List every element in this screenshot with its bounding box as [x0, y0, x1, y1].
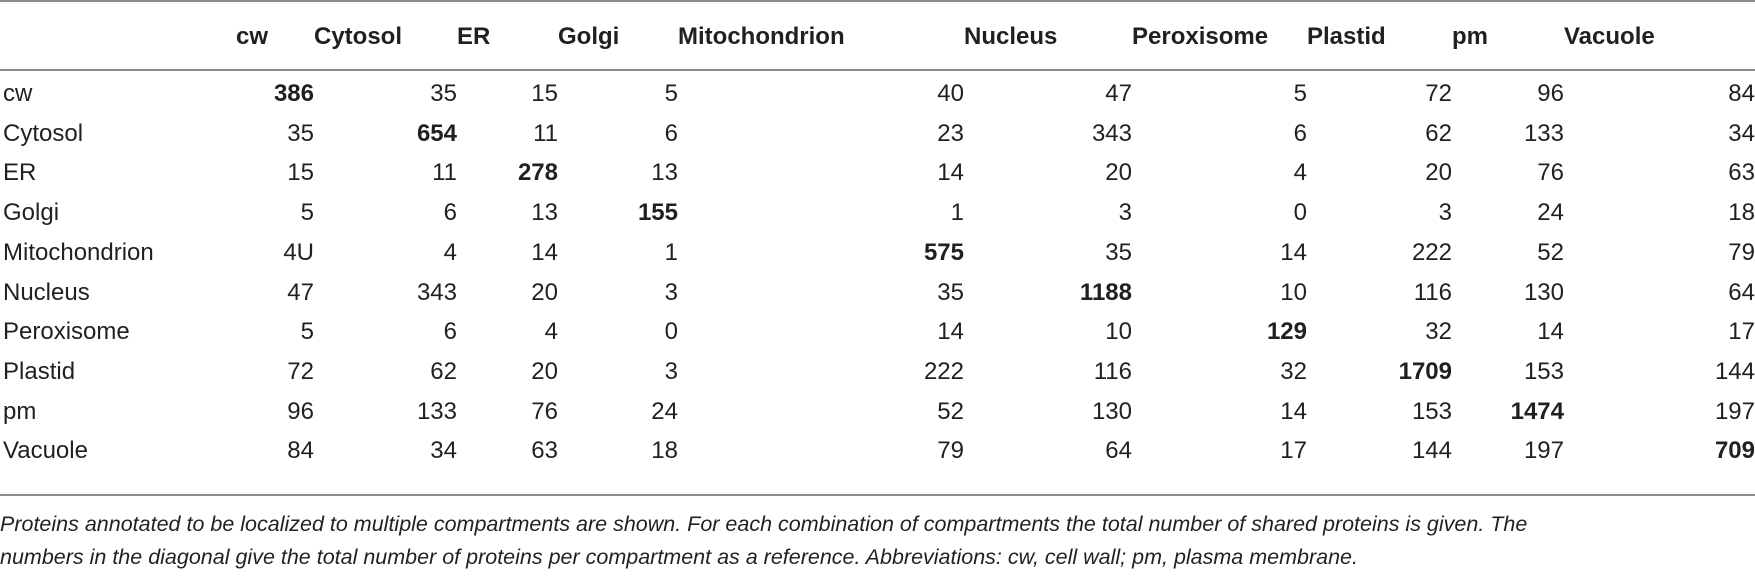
table-cell: 1	[664, 238, 678, 266]
table-cell: 144	[1411, 437, 1452, 465]
table-row	[0, 153, 1755, 193]
table-cell: 18	[1728, 199, 1755, 227]
row-label: Peroxisome	[3, 318, 130, 346]
diagonal-cell: 155	[637, 199, 678, 227]
row-label: Cytosol	[3, 119, 84, 147]
table-cell: 17	[1728, 318, 1755, 346]
table-cell: 20	[1425, 159, 1452, 187]
table-cell: 52	[937, 397, 964, 425]
table-cell: 40	[937, 80, 964, 107]
table-cell: 153	[1411, 397, 1452, 425]
table-cell: 133	[416, 397, 457, 425]
column-header-nucleus: Nucleus	[964, 23, 1058, 50]
table-cell: 84	[287, 437, 314, 465]
table-cell: 3	[1438, 199, 1452, 227]
column-header-plastid: Plastid	[1307, 23, 1386, 50]
table-cell: 0	[1293, 199, 1307, 227]
table-cell: 52	[1537, 238, 1564, 266]
table-cell: 1	[950, 199, 964, 227]
table-cell: 35	[287, 119, 314, 147]
table-cell: 47	[1105, 80, 1132, 107]
table-cell: 34	[1728, 119, 1755, 147]
table-row	[0, 431, 1755, 471]
table-cell: 84	[1728, 80, 1755, 107]
table-row	[0, 114, 1755, 154]
table-cell: 197	[1523, 437, 1564, 465]
table-row	[0, 70, 1755, 114]
table-cell: 14	[531, 238, 558, 266]
diagonal-cell: 709	[1714, 437, 1755, 465]
row-label: Vacuole	[3, 437, 88, 465]
table-cell: 116	[1093, 357, 1132, 385]
table-cell: 14	[1537, 318, 1564, 346]
table-cell: 20	[1105, 159, 1132, 187]
caption-line-1: Proteins annotated to be localized to multiple compartments are shown. For each combination of compartments the total number of shared proteins is given. The	[0, 512, 1528, 536]
table-bottom-rule	[0, 494, 1755, 496]
table-cell: 35	[430, 80, 457, 107]
table-row	[0, 233, 1755, 273]
table-cell: 133	[1523, 119, 1564, 147]
table-cell: 14	[937, 159, 964, 187]
table-cell: 4	[544, 318, 558, 346]
row-label: Plastid	[3, 357, 76, 385]
table-cell: 197	[1714, 397, 1755, 425]
table-cell: 130	[1523, 278, 1564, 306]
row-label: Mitochondrion	[3, 238, 154, 266]
table-cell: 15	[287, 159, 314, 187]
table-row	[0, 193, 1755, 233]
diagonal-cell: 1474	[1510, 397, 1564, 425]
table-row	[0, 352, 1755, 392]
caption-line-2: numbers in the diagonal give the total number of proteins per compartment as a reference. Abbreviations: cw, cell wall; pm, plasma membrane.	[0, 545, 1358, 569]
table-cell: 5	[300, 318, 314, 346]
diagonal-cell: 278	[517, 159, 558, 187]
column-header-mitochondrion: Mitochondrion	[678, 23, 845, 50]
table-cell: 222	[1411, 238, 1452, 266]
table-cell: 34	[430, 437, 457, 465]
table-cell: 76	[531, 397, 558, 425]
column-header-cytosol: Cytosol	[314, 23, 403, 50]
table-cell: 3	[1118, 199, 1132, 227]
table-cell: 76	[1537, 159, 1564, 187]
table-cell: 13	[651, 159, 678, 187]
table-cell: 63	[1728, 159, 1755, 187]
table-cell: 15	[531, 80, 558, 107]
table-cell: 32	[1425, 318, 1452, 346]
table-cell: 14	[1280, 397, 1307, 425]
table-cell: 79	[1728, 238, 1755, 266]
table-cell: 20	[531, 357, 558, 385]
table-cell: 4U	[283, 238, 314, 266]
table-cell: 64	[1728, 278, 1755, 306]
table-cell: 14	[937, 318, 964, 346]
row-label: Nucleus	[3, 278, 90, 306]
table-cell: 17	[1280, 437, 1307, 465]
table-cell: 4	[1293, 159, 1307, 187]
table-cell: 24	[1537, 199, 1564, 227]
table-cell: 10	[1280, 278, 1307, 306]
diagonal-cell: 654	[416, 119, 457, 147]
table-cell: 64	[1105, 437, 1132, 465]
column-header-peroxisome: Peroxisome	[1132, 23, 1269, 50]
table-cell: 47	[287, 278, 314, 306]
diagonal-cell: 1709	[1398, 357, 1452, 385]
table-caption	[0, 508, 1755, 574]
column-header-er: ER	[457, 23, 491, 50]
row-label: ER	[3, 159, 37, 187]
table-cell: 35	[937, 278, 964, 306]
table-cell: 153	[1523, 357, 1564, 385]
table-cell: 11	[432, 159, 457, 187]
row-label: Golgi	[3, 199, 60, 227]
table-cell: 5	[1293, 80, 1307, 107]
table-cell: 23	[937, 119, 964, 147]
table-cell: 96	[287, 397, 314, 425]
table-cell: 63	[531, 437, 558, 465]
table-cell: 5	[300, 199, 314, 227]
table-cell: 32	[1280, 357, 1307, 385]
table-body	[0, 70, 1755, 471]
table-cell: 13	[531, 199, 558, 227]
table-cell: 20	[531, 278, 558, 306]
table-cell: 35	[1105, 238, 1132, 266]
table-cell: 14	[1280, 238, 1307, 266]
table-cell: 72	[1425, 80, 1452, 107]
table-row	[0, 392, 1755, 432]
table-cell: 6	[664, 119, 678, 147]
table-cell: 96	[1537, 80, 1564, 107]
table-row	[0, 273, 1755, 313]
table-cell: 24	[651, 397, 678, 425]
table-row	[0, 312, 1755, 352]
row-label: cw	[3, 80, 33, 107]
table-cell: 11	[533, 119, 558, 147]
table-cell: 0	[664, 318, 678, 346]
table-cell: 10	[1105, 318, 1132, 346]
table-cell: 62	[430, 357, 457, 385]
table-cell: 62	[1425, 119, 1452, 147]
table-cell: 116	[1413, 278, 1452, 306]
table-cell: 6	[443, 318, 457, 346]
column-header-pm: pm	[1452, 23, 1488, 50]
row-label: pm	[3, 397, 37, 425]
table-cell: 6	[443, 199, 457, 227]
table-cell: 3	[664, 278, 678, 306]
header-row	[0, 0, 1755, 70]
diagonal-cell: 1188	[1079, 278, 1132, 306]
diagonal-cell: 575	[923, 238, 964, 266]
column-header-vacuole: Vacuole	[1564, 23, 1655, 50]
table-cell: 144	[1714, 357, 1755, 385]
diagonal-cell: 386	[273, 80, 314, 107]
table-cell: 5	[664, 80, 678, 107]
column-header-cw: cw	[236, 23, 269, 50]
table-cell: 4	[443, 238, 457, 266]
table-cell: 343	[416, 278, 457, 306]
diagonal-cell: 129	[1266, 318, 1307, 346]
table-cell: 3	[664, 357, 678, 385]
table-cell: 343	[1091, 119, 1132, 147]
table-cell: 18	[651, 437, 678, 465]
table-cell: 130	[1091, 397, 1132, 425]
column-header-golgi: Golgi	[558, 23, 620, 50]
corner-cell	[0, 0, 236, 70]
table-cell: 6	[1293, 119, 1307, 147]
table-cell: 79	[937, 437, 964, 465]
table-cell: 222	[923, 357, 964, 385]
table-cell: 72	[287, 357, 314, 385]
